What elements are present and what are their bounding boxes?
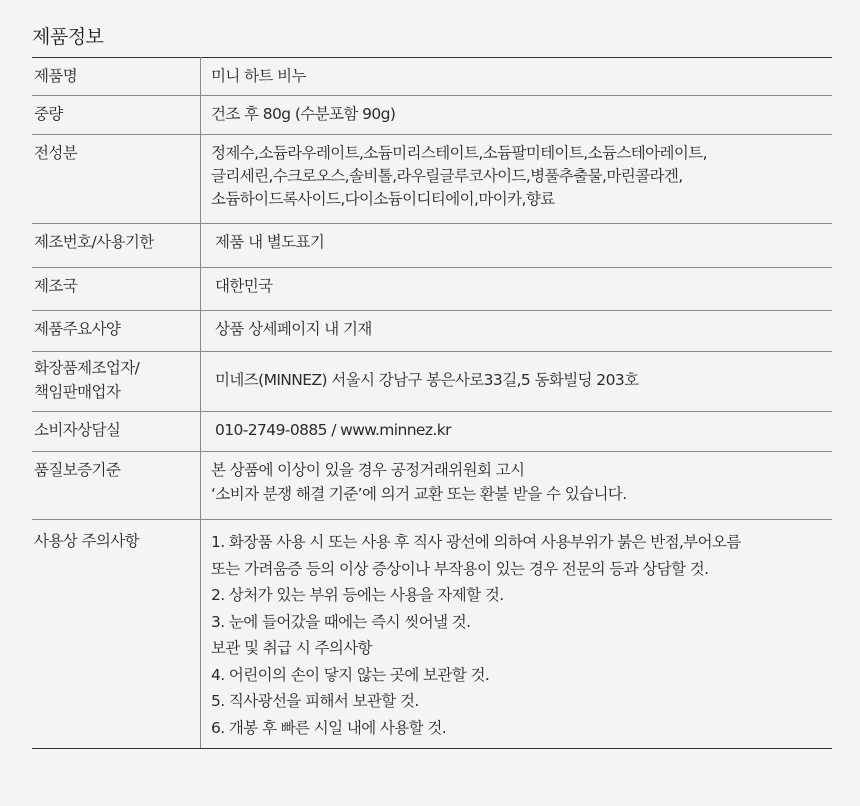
table-row — [32, 412, 832, 452]
row-value: 대한민국 — [201, 268, 833, 311]
row-value: 010-2749-0885 / www.minnez.kr — [201, 412, 833, 452]
row-value: 미니 하트 비누 — [201, 58, 833, 96]
table-row — [32, 352, 832, 412]
row-label: 사용상 주의사항 — [32, 520, 201, 749]
row-value: 본 상품에 이상이 있을 경우 공정거래위원회 고시 ‘소비자 분쟁 해결 기준’에 의거 교환 또는 환불 받을 수 있습니다. — [201, 452, 833, 520]
table-row — [32, 268, 832, 311]
row-label: 중량 — [32, 96, 201, 135]
row-label: 제조국 — [32, 268, 201, 311]
table-row — [32, 135, 832, 224]
table-row — [32, 452, 832, 520]
row-label: 전성분 — [32, 135, 201, 224]
row-label: 화장품제조업자/ 책임판매업자 — [32, 352, 201, 412]
row-value: 미네즈(MINNEZ) 서울시 강남구 봉은사로33길,5 동화빌딩 203호 — [201, 352, 833, 412]
product-spec-table — [32, 57, 832, 749]
row-label: 제품명 — [32, 58, 201, 96]
row-value: 정제수,소듐라우레이트,소듐미리스테이트,소듐팔미테이트,소듐스테아레이트, 글리세린,수크로오스,솔비톨,라우릴글루코사이드,병풀추출물,마린콜라겐, 소듐하이드록사이드,다이소듐이디티에이,마이카,향료 — [201, 135, 833, 224]
row-value: 상품 상세페이지 내 기재 — [201, 311, 833, 352]
table-row — [32, 96, 832, 135]
table-row — [32, 58, 832, 96]
row-label: 제조번호/사용기한 — [32, 224, 201, 268]
row-label: 제품주요사양 — [32, 311, 201, 352]
section-title: 제품정보 — [32, 26, 104, 48]
row-label: 소비자상담실 — [32, 412, 201, 452]
row-value: 건조 후 80g (수분포함 90g) — [201, 96, 833, 135]
table-row — [32, 311, 832, 352]
row-label: 품질보증기준 — [32, 452, 201, 520]
row-value: 1. 화장품 사용 시 또는 사용 후 직사 광선에 의하여 사용부위가 붉은 반점,부어오름 또는 가려움증 등의 이상 증상이나 부작용이 있는 경우 전문의 등과 상담할 것. 2. 상처가 있는 부위 등에는 사용을 자제할 것. 3. 눈에 들어갔을 때에는 즉시 씻어낼 것. 보관 및 취급 시 주의사항 4. 어린이의 손이 닿지 않는 곳에 보관할 것. 5. 직사광선을 피해서 보관할 것. 6. 개봉 후 빠른 시일 내에 사용할 것. — [201, 520, 833, 749]
table-row — [32, 224, 832, 268]
row-value: 제품 내 별도표기 — [201, 224, 833, 268]
table-row — [32, 520, 832, 749]
